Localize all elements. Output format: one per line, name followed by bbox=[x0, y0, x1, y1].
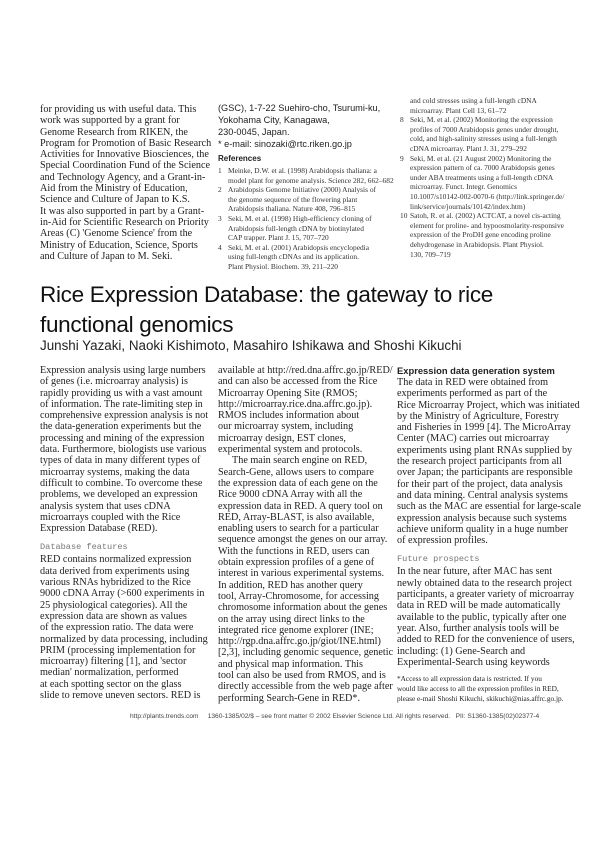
text-line: RED contains normalized expression bbox=[40, 554, 192, 566]
text-line: expression analysis because such systems bbox=[397, 512, 567, 524]
text-line: experimental system and protocols. bbox=[218, 444, 363, 456]
reference-text: Arabidopsis Genome Initiative (2000) Analysis of bbox=[228, 185, 376, 195]
correspondence-and-references bbox=[218, 102, 393, 272]
reference-line bbox=[218, 214, 393, 224]
text-line: *Access to all expression data is restricted. If you bbox=[397, 674, 542, 684]
text-line: http://rgp.dna.affrc.go.jp/giot/INE.html) bbox=[218, 636, 381, 648]
reference-line: 10.1007/s10142-002-0070-6 (http://link.springer.de/ bbox=[410, 191, 565, 201]
article-title bbox=[40, 280, 493, 340]
reference-line: and cold stresses using a full-length cDNA bbox=[410, 96, 537, 105]
generation-paragraph bbox=[397, 377, 581, 547]
footnote bbox=[397, 674, 572, 703]
reference-number: 2 bbox=[218, 185, 222, 195]
text-line: Search-Gene, allows users to compare bbox=[218, 466, 374, 478]
text-line: problems, we developed an expression bbox=[40, 489, 198, 501]
text-line: please e-mail Shoshi Kikuchi, skikuchi@nias.affrc.go.jp. bbox=[397, 693, 564, 703]
reference-text: Seki, M. et al. (2002) Monitoring the expression bbox=[410, 115, 553, 125]
reference-line bbox=[218, 166, 393, 176]
reference-line: expression of the ProDH gene encoding proline bbox=[410, 230, 551, 240]
text-line: over Japan; the participants are responsible bbox=[397, 467, 573, 479]
future-paragraph bbox=[397, 566, 575, 668]
column-3 bbox=[397, 365, 581, 704]
text-line: Science and Culture of Japan to K.S. bbox=[40, 194, 190, 206]
text-line: Experimental-Search using keywords bbox=[397, 656, 550, 668]
text-line: * e-mail: sinozaki@rtc.riken.go.jp bbox=[218, 139, 352, 149]
text-line: rapidly providing us with a vast amount bbox=[40, 387, 203, 399]
text-line: functional genomics bbox=[40, 312, 234, 337]
text-line: normalized by data processing, including bbox=[40, 633, 208, 645]
reference-number: 8 bbox=[400, 115, 404, 125]
text-line: Special Coordination Fund of the Science bbox=[40, 160, 211, 172]
text-line: such as the MAC are essential for large-scale bbox=[397, 501, 581, 513]
text-line: tool, Array-Chromosome, for accessing bbox=[218, 590, 379, 602]
text-line: Rice 9000 cDNA Array with all the bbox=[218, 489, 363, 501]
text-line: Areas (C) 'Genome Science' from the bbox=[40, 228, 193, 240]
reference-line: using full-length cDNAs and its application. bbox=[228, 252, 359, 262]
reference-item bbox=[218, 185, 393, 214]
references-heading: References bbox=[218, 154, 262, 163]
text-line: achieve uniform quality in a huge number bbox=[397, 523, 568, 535]
text-line: of the expression ratio. The data were bbox=[40, 622, 194, 634]
references-list bbox=[218, 166, 393, 272]
text-line: (GSC), 1-7-22 Suehiro-cho, Tsurumi-ku, bbox=[218, 103, 381, 113]
reference-text: Seki, M. et al. (21 August 2002) Monitoring the bbox=[410, 153, 552, 163]
text-line: Microarray Opening Site (RMOS; bbox=[218, 387, 358, 399]
text-line: Expression Database (RED). bbox=[40, 523, 158, 535]
text-line: difficult to combine. To overcome these bbox=[40, 477, 203, 489]
issn-copyright: 1360-1385/02/$ – see front matter © 2002 Elsevier Science Ltd. All rights reserved. bbox=[207, 713, 451, 720]
reference-line: Arabidopsis full-length cDNA by biotinylated bbox=[228, 223, 364, 233]
text-line: work was supported by a grant for bbox=[40, 115, 180, 127]
reference-line: element for proline- and hypoosmolarity-responsive bbox=[410, 220, 564, 230]
text-line: Center (MAC) carries out microarray bbox=[397, 433, 550, 445]
column-1 bbox=[40, 365, 212, 701]
text-line: added to RED for the convenience of users, bbox=[397, 634, 575, 646]
text-line: and Technology Agency, and a Grant-in- bbox=[40, 171, 206, 183]
text-line: comprehensive expression analysis is not bbox=[40, 410, 209, 422]
reference-line bbox=[218, 185, 393, 195]
reference-text: Satoh, R. et al. (2002) ACTCAT, a novel cis-acting bbox=[410, 211, 561, 221]
reference-number: 1 bbox=[218, 166, 222, 175]
text-line: interest in various experimental systems. bbox=[218, 568, 385, 580]
reference-line: CAP trapper. Plant J. 15, 707–720 bbox=[228, 233, 329, 243]
text-line: RED, Array-BLAST, is also available, bbox=[218, 511, 375, 523]
intro-paragraph bbox=[40, 365, 212, 534]
authors: Junshi Yazaki, Naoki Kishimoto, Masahiro Ishikawa and Shoshi Kikuchi bbox=[40, 338, 462, 353]
text-line: the research project participants from all bbox=[397, 456, 562, 468]
reference-item bbox=[400, 115, 575, 153]
text-line: available to the public, typically after one bbox=[397, 611, 567, 623]
reference-line: cold, and high-salinity stresses using a full-length bbox=[410, 134, 557, 144]
text-line: year. Also, further analysis tools will be bbox=[397, 622, 559, 634]
text-line: data derived from experiments using bbox=[40, 565, 190, 577]
text-line: Yokohama City, Kanagawa, bbox=[218, 115, 330, 125]
reference-line bbox=[400, 115, 575, 125]
text-line: for their part of the project, data analysis bbox=[397, 478, 563, 490]
reference-line: microarray. Funct. Integr. Genomics bbox=[410, 182, 518, 192]
text-line: experiments using plant RNAs supplied by bbox=[397, 444, 573, 456]
text-line: Program for Promotion of Basic Research bbox=[40, 137, 212, 149]
text-line: The main search engine on RED, bbox=[232, 455, 368, 467]
text-line: processing and mining of the expression bbox=[40, 432, 205, 444]
text-line: on the array using direct links to the bbox=[218, 613, 365, 625]
text-line: 25 physiological categories). All the bbox=[40, 599, 188, 611]
text-line: analysis system that uses cDNA bbox=[40, 500, 171, 512]
text-line: and can also be accessed from the Rice bbox=[218, 376, 378, 388]
search-paragraph bbox=[218, 455, 393, 704]
text-line: Expression analysis using large numbers bbox=[40, 365, 206, 376]
reference-line: 130, 709–719 bbox=[410, 249, 451, 259]
features-paragraph bbox=[40, 554, 212, 701]
text-line: slide to remove uneven sectors. RED is bbox=[40, 690, 201, 702]
reference-item bbox=[400, 211, 575, 259]
journal-url[interactable]: http://plants.trends.com bbox=[130, 713, 199, 720]
acknowledgements bbox=[40, 104, 210, 262]
text-line: Ministry of Education, Science, Sports bbox=[40, 239, 198, 251]
reference-line: model plant for genome analysis. Science 282, 662–682 bbox=[228, 175, 394, 185]
text-line: enabling users to search for a particular bbox=[218, 523, 379, 535]
text-line: and data mining. Central analysis systems bbox=[397, 489, 568, 501]
text-line: sequence amongst the genes on our array. bbox=[218, 534, 388, 546]
text-line: data in RED will be made automatically bbox=[397, 600, 561, 612]
text-line: including: (1) Gene-Search and bbox=[397, 645, 526, 657]
text-line: Aid from the Ministry of Education, bbox=[40, 183, 188, 195]
text-line: http://microarray.rice.dna.affrc.go.jp). bbox=[218, 398, 373, 410]
reference-line: Plant Physiol. Biochem. 39, 211–220 bbox=[228, 261, 338, 271]
pii: PII: S1360-1385(02)02377-4 bbox=[455, 713, 540, 720]
reference-number: 4 bbox=[218, 242, 222, 252]
references-continued bbox=[400, 96, 575, 259]
text-line: the data-generation experiments but the bbox=[40, 421, 202, 433]
text-line: participants, a greater variety of microarray bbox=[397, 589, 575, 601]
text-line: data. Furthermore, biologists use various bbox=[40, 444, 207, 456]
text-line: of information. The rate-limiting step in bbox=[40, 398, 203, 410]
text-line: With the functions in RED, users can bbox=[218, 545, 370, 557]
text-line: In the near future, after MAC has sent bbox=[397, 566, 553, 578]
text-line: tool can also be used from RMOS, and is bbox=[218, 670, 386, 682]
heading-expression-data-generation: Expression data generation system bbox=[397, 365, 555, 376]
text-line: our microarray system, including bbox=[218, 421, 354, 433]
text-line: by the Ministry of Agriculture, Forestry bbox=[397, 410, 559, 422]
text-line: microarray) filtering [1], and 'sector bbox=[40, 656, 187, 668]
text-line: for providing us with useful data. This bbox=[40, 104, 197, 115]
text-line: expression data are shown as values bbox=[40, 610, 187, 622]
text-line: in-Aid for Scientific Research on Priority bbox=[40, 216, 209, 228]
text-line: [2,3], including genomic sequence, genetic bbox=[218, 647, 394, 659]
text-line: would like access to all the expression profiles in RED, bbox=[397, 683, 559, 693]
text-line: In addition, RED has another query bbox=[218, 579, 363, 591]
address bbox=[218, 102, 393, 150]
text-line: newly obtained data to the research project bbox=[397, 577, 572, 589]
text-line: microarrays coupled with the Rice bbox=[40, 511, 181, 523]
text-line: and Fisheries in 1999 [4]. The MicroArray bbox=[397, 422, 571, 434]
reference-line: profiles of 7000 Arabidopsis genes under drought, bbox=[410, 124, 559, 134]
text-line: available at http://red.dna.affrc.go.jp/RED/ bbox=[218, 365, 393, 376]
reference-line bbox=[400, 154, 575, 164]
text-line: The data in RED were obtained from bbox=[397, 377, 549, 388]
text-line: 230-0045, Japan. bbox=[218, 127, 290, 137]
text-line: obtain expression profiles of a gene of bbox=[218, 557, 375, 569]
text-line: PRIM (processing implementation for bbox=[40, 644, 196, 656]
text-line: and Culture of Japan to M. Seki. bbox=[40, 250, 173, 262]
text-line: various RNAs hybridized to the Rice bbox=[40, 577, 191, 589]
subheading-future-prospects: Future prospects bbox=[397, 554, 480, 565]
page-footer bbox=[130, 713, 539, 720]
reference-item bbox=[218, 166, 393, 185]
text-line: of genes (i.e. microarray analysis) is bbox=[40, 376, 188, 388]
text-line: Genome Research from RIKEN, the bbox=[40, 126, 188, 138]
reference-number: 10 bbox=[400, 211, 408, 221]
reference-line bbox=[218, 243, 393, 253]
reference-text: microarray. Plant Cell 13, 61–72 bbox=[410, 105, 507, 115]
access-paragraph bbox=[218, 365, 393, 455]
reference-line: expression pattern of ca. 7000 Arabidopsis genes bbox=[410, 163, 555, 173]
reference-number: 3 bbox=[218, 213, 222, 223]
text-line: and physical map information. This bbox=[218, 658, 363, 670]
text-line: the expression data of each gene on the bbox=[218, 477, 378, 489]
reference-number: 9 bbox=[400, 153, 404, 163]
reference-text: Seki, M. et al. (2001) Arabidopsis encyclopedia bbox=[228, 242, 370, 252]
text-line: microarray systems, making the data bbox=[40, 466, 190, 478]
reference-text: Seki, M. et al. (1998) High-efficiency cloning of bbox=[228, 213, 372, 223]
reference-line bbox=[400, 106, 575, 116]
reference-line: cDNA microarray. Plant J. 31, 279–292 bbox=[410, 143, 527, 153]
text-line: Rice Expression Database: the gateway to rice bbox=[40, 282, 493, 307]
subheading-database-features: Database features bbox=[40, 542, 128, 553]
reference-item bbox=[400, 154, 575, 212]
reference-line: link/service/journals/10142/index.htm) bbox=[410, 201, 526, 211]
text-line: chromosome information about the genes bbox=[218, 602, 388, 614]
text-line: experiments performed as part of the bbox=[397, 388, 548, 400]
text-line: performing Search-Gene in RED*. bbox=[218, 692, 361, 704]
reference-line: dehydrogenase in Arabidopsis. Plant Physiol. bbox=[410, 239, 544, 249]
reference-item bbox=[218, 243, 393, 272]
text-line: of expression profiles. bbox=[397, 535, 488, 547]
text-line: 9000 cDNA Array (>600 experiments in bbox=[40, 588, 205, 600]
column-2 bbox=[218, 365, 393, 704]
reference-item bbox=[218, 214, 393, 243]
text-line: microarray design, EST clones, bbox=[218, 432, 346, 444]
text-line: Activities for Innovative Biosciences, the bbox=[40, 149, 209, 161]
reference-line bbox=[400, 211, 575, 221]
text-line: RMOS includes information about bbox=[218, 410, 360, 422]
text-line: at each spotting sector on the glass bbox=[40, 678, 182, 690]
reference-item bbox=[400, 106, 575, 116]
text-line: It was also supported in part by a Grant- bbox=[40, 205, 205, 217]
text-line: directly accessible from the web page after bbox=[218, 681, 393, 693]
reference-text: Meinke, D.W. et al. (1998) Arabidopsis thaliana: a bbox=[228, 166, 377, 175]
reference-line: under ABA treatments using a full-length cDNA bbox=[410, 172, 554, 182]
references-list-right bbox=[400, 106, 575, 260]
reference-line: the genome sequence of the flowering plant bbox=[228, 194, 358, 204]
text-line: Rice Microarray Project, which was initiated bbox=[397, 399, 580, 411]
text-line: types of data in many different types of bbox=[40, 455, 201, 467]
reference-line: Arabidopsis thaliana. Nature 408, 796–815 bbox=[228, 204, 356, 214]
text-line: median' normalization, performed bbox=[40, 667, 179, 679]
text-line: integrated rice genome explorer (INE; bbox=[218, 624, 374, 636]
text-line: expression data in RED. A query tool on bbox=[218, 500, 383, 512]
